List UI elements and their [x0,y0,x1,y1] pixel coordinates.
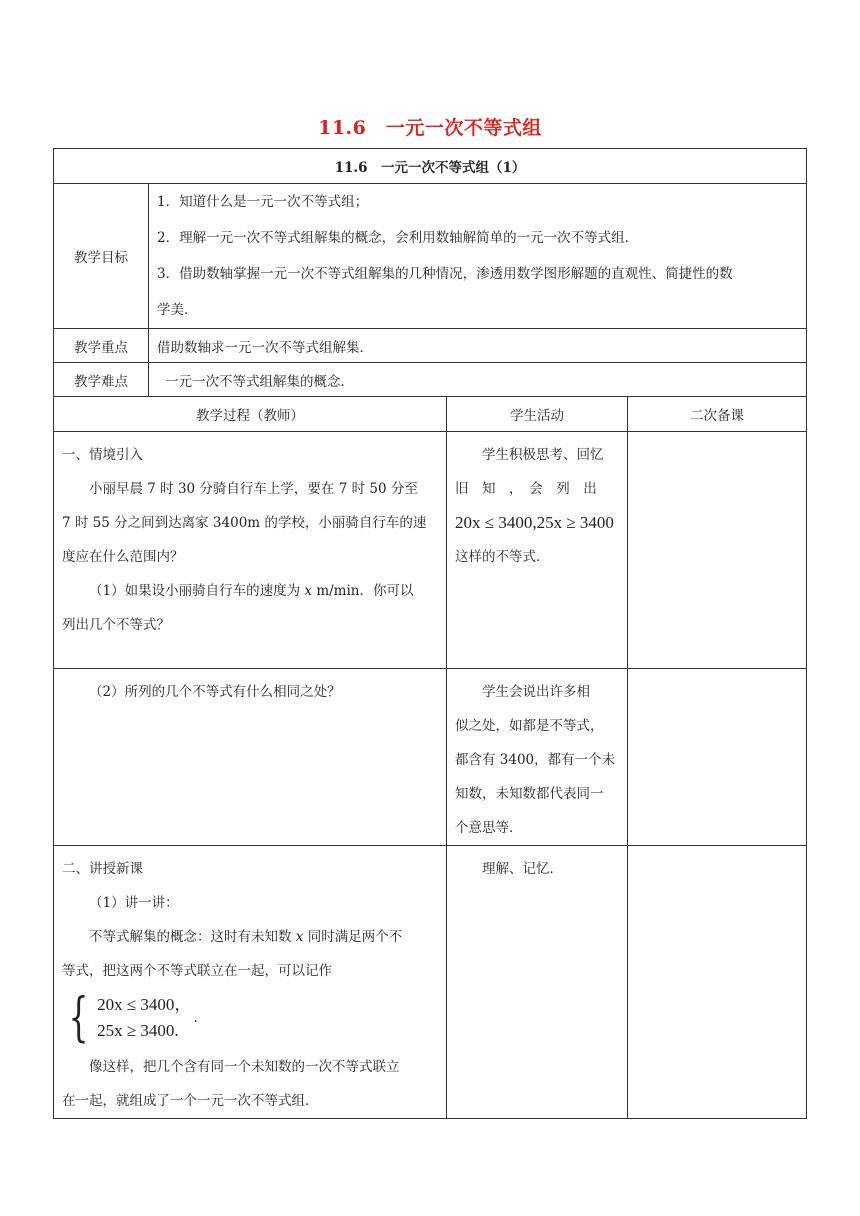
question-1: （1）如果设小丽骑自行车的速度为 x m/min．你可以 [89,583,414,599]
section1-para-line: 7 时 55 分之间到达离家 3400m 的学校，小丽骑自行车的速 [62,515,427,531]
goals-label: 教学目标 [54,184,149,329]
key-point-text: 借助数轴求一元一次不等式组解集． [149,329,807,363]
brace-icon: { [68,988,89,1048]
inequality-expression: 20x ≤ 3400,25x ≥ 3400 [455,513,614,532]
section3-heading: 二、讲授新课 [62,861,143,877]
page-title: 11.6 一元一次不等式组 [318,117,542,139]
question-1-cont: 列出几个不等式？ [62,617,170,633]
section3-revision [628,846,807,1119]
column-header-student: 学生活动 [447,397,628,432]
goal-item: 1．知道什么是一元一次不等式组； [157,194,369,210]
section2-teacher [54,669,447,846]
section2-student: 学生会说出许多相 似之处，如都是不等式， 都含有 3400，都有一个未 知数，未知数都代表同一 个意思等． [447,669,628,846]
section2-revision [628,669,807,846]
section1-teacher [54,432,447,669]
goals-content [149,184,807,329]
inequality-system: { 20x ≤ 3400， 25x ≥ 3400. . [68,988,198,1048]
difficulty-text: 一元一次不等式组解集的概念． [149,363,807,397]
difficulty-label: 教学难点 [54,363,149,397]
section1-para-line: 小丽早晨 7 时 30 分骑自行车上学，要在 7 时 50 分至 [89,481,418,497]
key-point-label: 教学重点 [54,329,149,363]
lesson-plan-table [53,148,807,1119]
goal-item: 3．借助数轴掌握一元一次不等式组解集的几种情况，渗透用数学图形解题的直观性、简捷性的数 [157,266,733,282]
section3-teacher: 二、讲授新课 （1）讲一讲： 不等式解集的概念：这时有未知数 x 同时满足两个不 等式，把这两个不等式联立在一起，可以记作 { 20x ≤ 3400， 25x ≥ 3400. . 像这样，把几个含有同一个未知数的一次不等式联立 在一起，就组成了一个一元一次不等式组． [54,846,447,1119]
column-header-teacher: 教学过程（教师） [54,397,447,432]
question-2: （2）所列的几个不等式有什么相同之处？ [89,684,341,700]
column-header-revision: 二次备课 [628,397,807,432]
section1-revision [628,432,807,669]
section1-heading: 一、情境引入 [62,447,143,463]
goal-item: 2．理解一元一次不等式组解集的概念，会利用数轴解简单的一元一次不等式组． [157,230,639,246]
table-subtitle: 11.6 一元一次不等式组（1） [54,149,807,184]
section3-student: 理解、记忆． [447,846,628,1119]
goal-item: 学美． [157,302,198,318]
section1-student: 学生积极思考、回忆 旧 知 ， 会 列 出 20x ≤ 3400,25x ≥ 3400 这样的不等式． [447,432,628,669]
section1-para-line: 度应在什么范围内？ [62,549,184,565]
